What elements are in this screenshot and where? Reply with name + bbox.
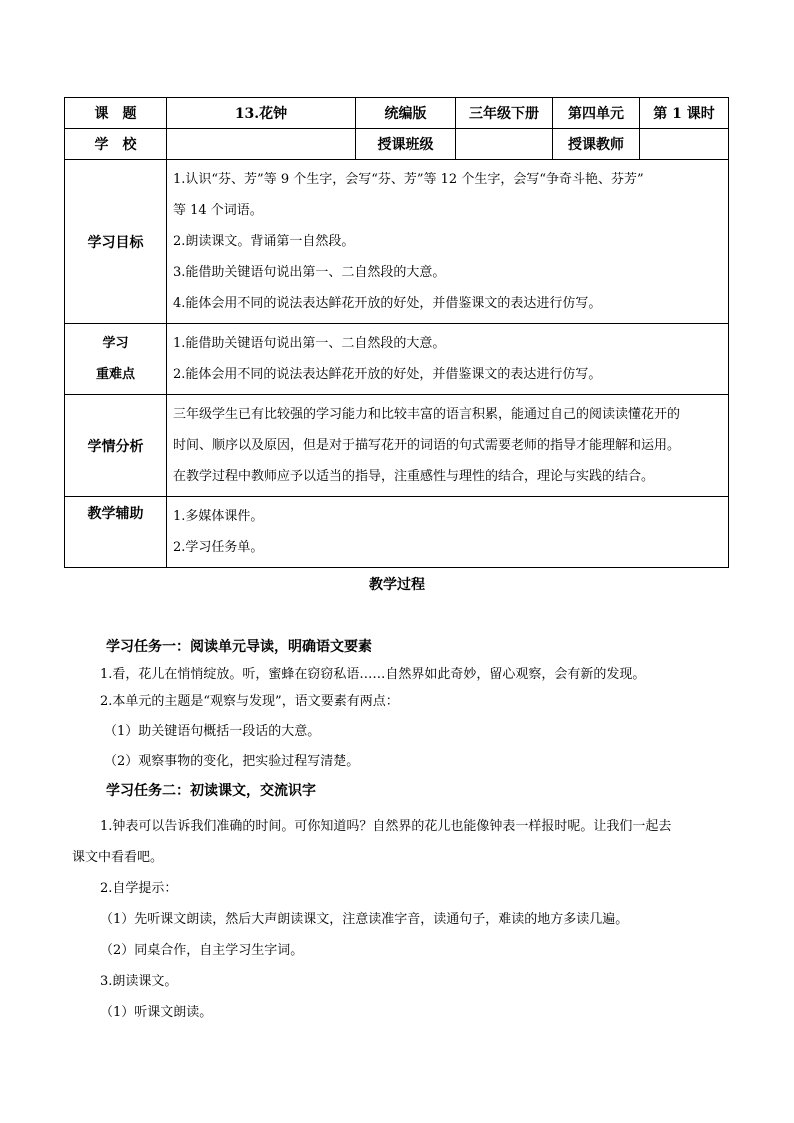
lesson-plan-table (64, 97, 729, 568)
analysis-label: 学情分析 (65, 395, 167, 497)
table-row (65, 497, 729, 568)
task1-line: （1）助关键语句概括一段话的大意。 (104, 724, 321, 739)
lesson-number: 第 1 课时 (640, 98, 729, 129)
analysis-line: 时间、顺序以及原因，但是对于描写花开的词语的句式需要老师的指导才能理解和运用。 (173, 438, 681, 453)
teacher-value (640, 129, 729, 160)
aid-line: 2.学习任务单。 (173, 540, 264, 555)
goal-line: 1.认识“芬、芳”等 9 个生字，会写“芬、芳”等 12 个生字，会写“争奇斗艳、芬芳” (173, 172, 644, 187)
goal-line: 等 14 个词语。 (173, 203, 263, 218)
aids-content (167, 497, 729, 568)
teacher-label: 授课教师 (553, 129, 640, 160)
table-row (65, 395, 729, 497)
task2-line: （1）听课文朗读。 (100, 1005, 213, 1020)
task2-line: （2）同桌合作，自主学习生字词。 (100, 943, 304, 958)
task1-line: 2.本单元的主题是“观察与发现”，语文要素有两点： (100, 694, 399, 709)
key-point-line: 1.能借助关键语句说出第一、二自然段的大意。 (173, 336, 446, 351)
task2-heading: 学习任务二：初读课文，交流识字 (106, 783, 316, 799)
aid-line: 1.多媒体课件。 (173, 509, 264, 524)
school-label: 学 校 (65, 129, 167, 160)
analysis-line: 在教学过程中教师应予以适当的指导，注重感性与理性的结合，理论与实践的结合。 (173, 469, 655, 484)
lesson-title: 13.花钟 (167, 98, 356, 129)
grade: 三年级下册 (456, 98, 553, 129)
task2-line: 3.朗读课文。 (100, 974, 178, 989)
school-value (167, 129, 356, 160)
goals-label: 学习目标 (65, 160, 167, 324)
table-row (65, 98, 729, 129)
task2-line: 课文中看看吧。 (72, 850, 164, 865)
key-points-label (65, 324, 167, 395)
task1-line: 1.看，花儿在悄悄绽放。听，蜜蜂在窃窃私语……自然界如此奇妙，留心观察，会有新的发现。 (100, 667, 646, 682)
aids-label: 教学辅助 (65, 497, 167, 568)
task1-heading: 学习任务一：阅读单元导读，明确语文要素 (106, 639, 372, 655)
table-row (65, 324, 729, 395)
edition: 统编版 (356, 98, 456, 129)
goals-content (167, 160, 729, 324)
analysis-line: 三年级学生已有比较强的学习能力和比较丰富的语言积累，能通过自己的阅读读懂花开的 (173, 407, 681, 422)
table-row (65, 129, 729, 160)
class-label: 授课班级 (356, 129, 456, 160)
unit: 第四单元 (553, 98, 640, 129)
task1-line: （2）观察事物的变化，把实验过程写清楚。 (104, 754, 360, 769)
task2-line: 1.钟表可以告诉我们准确的时间。可你知道吗？自然界的花儿也能像钟表一样报时呢。让我们一起去 (100, 819, 672, 834)
key-points-label-line1: 学习 (102, 336, 129, 351)
class-value (456, 129, 553, 160)
process-title: 教学过程 (369, 577, 425, 593)
goal-line: 4.能体会用不同的说法表达鲜花开放的好处，并借鉴课文的表达进行仿写。 (173, 296, 602, 311)
analysis-content (167, 395, 729, 497)
key-points-content (167, 324, 729, 395)
key-point-line: 2.能体会用不同的说法表达鲜花开放的好处，并借鉴课文的表达进行仿写。 (173, 367, 602, 382)
topic-label: 课 题 (65, 98, 167, 129)
task2-line: 2.自学提示： (100, 881, 178, 896)
goal-line: 3.能借助关键语句说出第一、二自然段的大意。 (173, 265, 446, 280)
table-row (65, 160, 729, 324)
goal-line: 2.朗读课文。背诵第一自然段。 (173, 234, 355, 249)
task2-line: （1）先听课文朗读，然后大声朗读课文，注意读准字音，读通句子，难读的地方多读几遍。 (100, 912, 629, 927)
key-points-label-line2: 重难点 (95, 367, 135, 382)
